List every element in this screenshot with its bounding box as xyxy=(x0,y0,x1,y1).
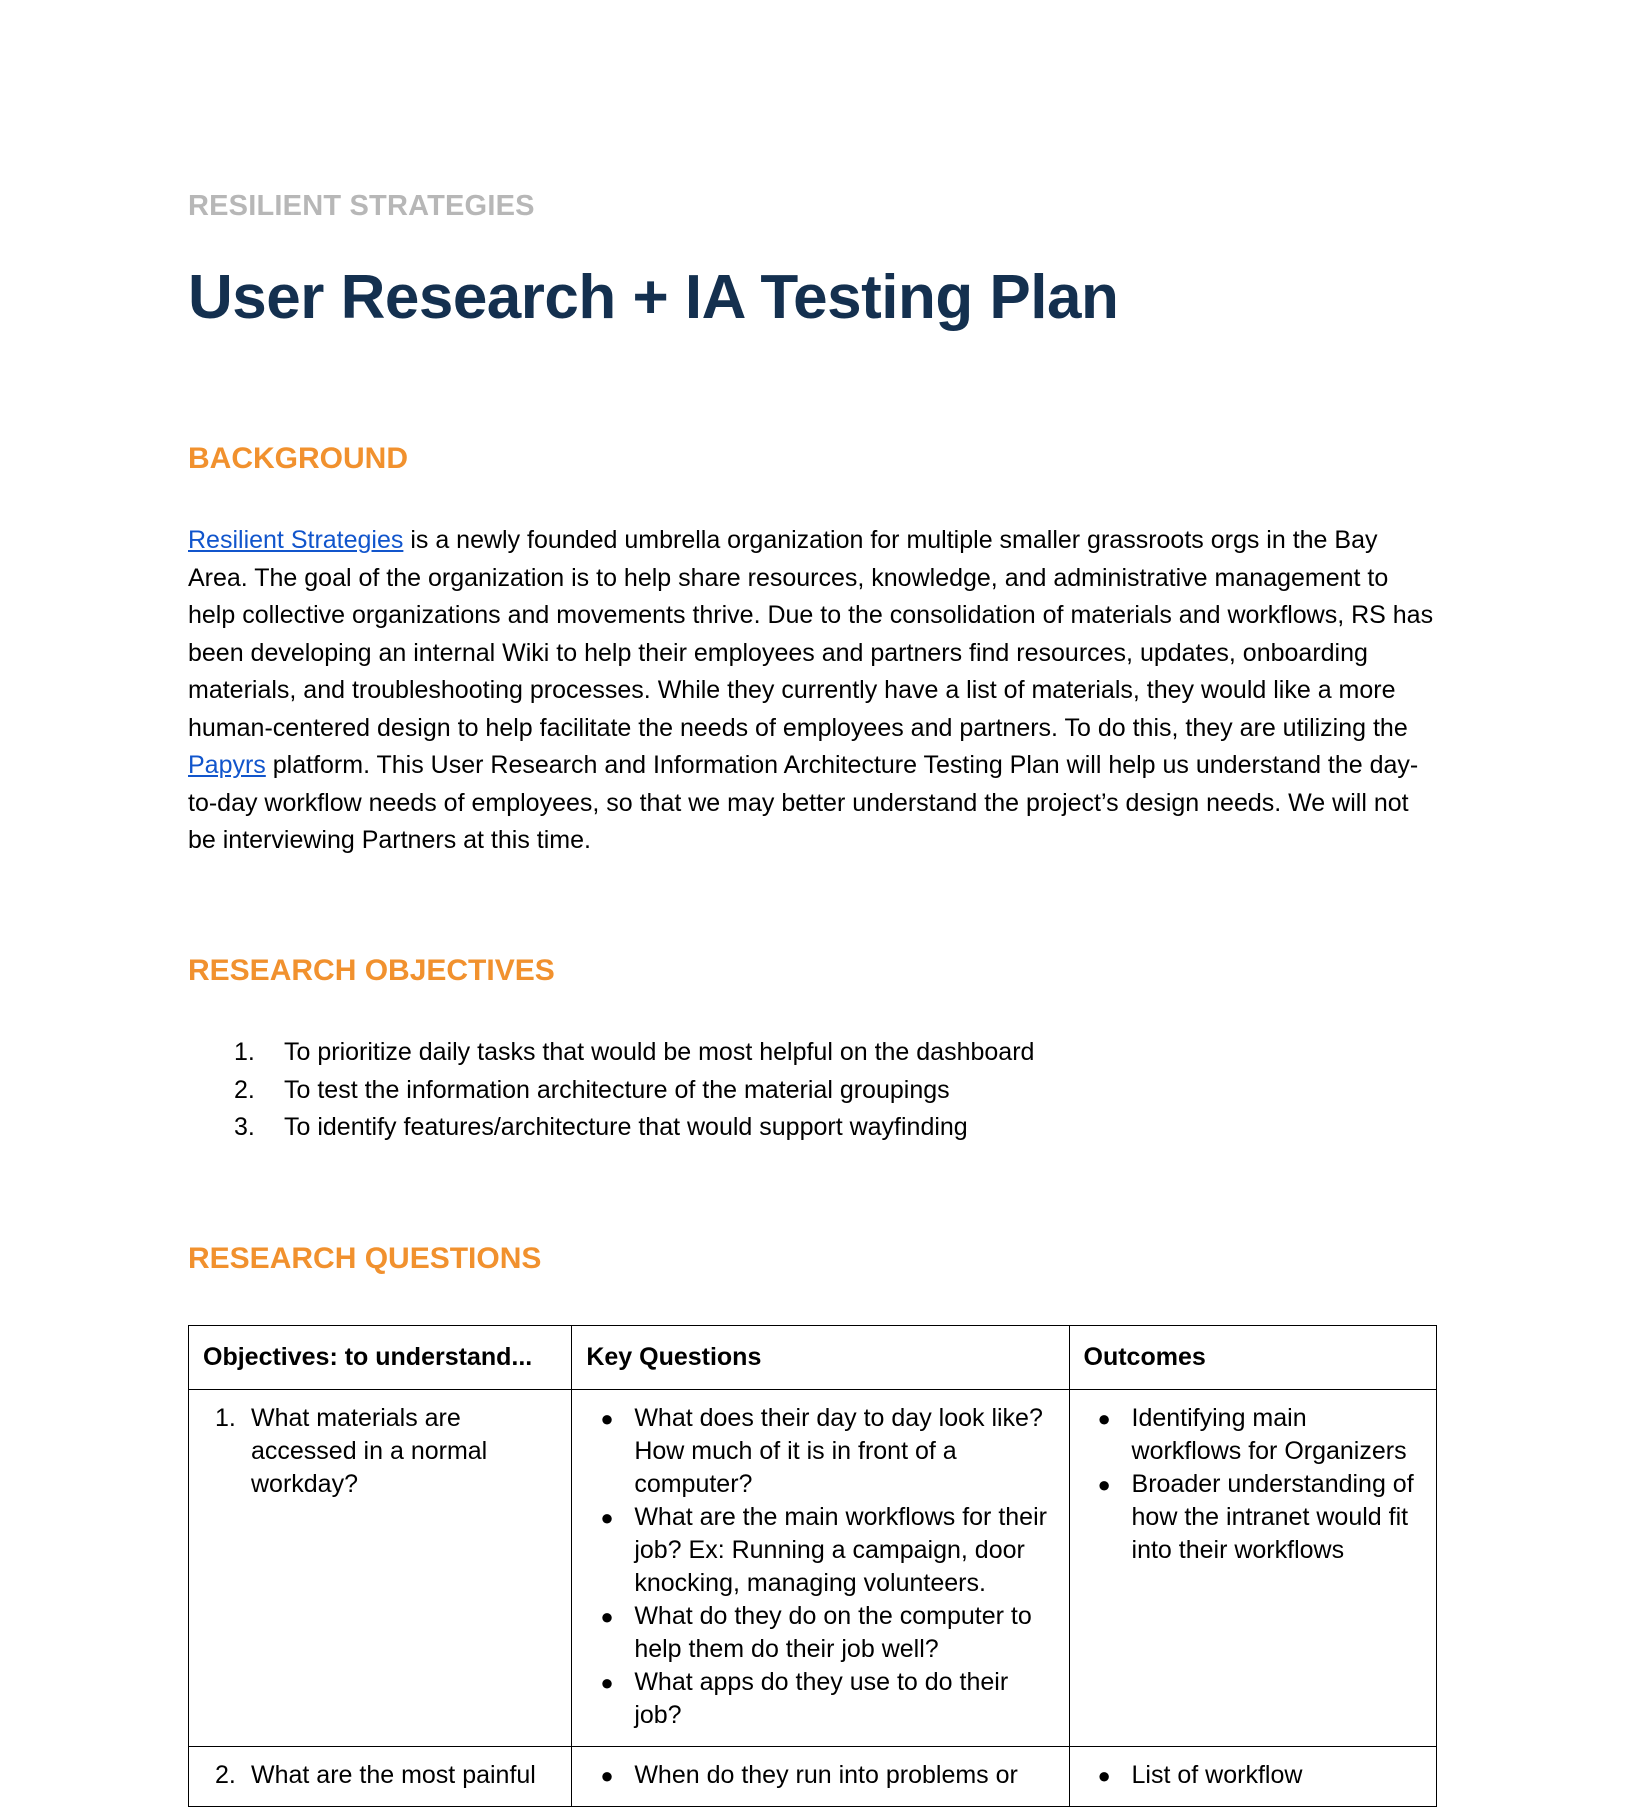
question-text: What apps do they use to do their job? xyxy=(634,1668,1009,1729)
list-item xyxy=(586,1666,1054,1732)
bullet-icon: ● xyxy=(600,1406,614,1431)
question-text: What are the main workflows for their job? Ex: Running a campaign, door knocking, managing volunteers. xyxy=(634,1503,1047,1597)
bullet-icon: ● xyxy=(1097,1472,1111,1497)
table-row xyxy=(189,1747,1437,1807)
list-number: 2. xyxy=(215,1761,236,1789)
list-number: 3. xyxy=(234,1113,255,1141)
column-header-key-questions: Key Questions xyxy=(572,1326,1069,1390)
list-item xyxy=(1084,1402,1422,1468)
key-questions-cell xyxy=(572,1390,1069,1747)
org-name: RESILIENT STRATEGIES xyxy=(188,190,535,222)
background-paragraph xyxy=(188,522,1438,860)
bullet-icon: ● xyxy=(1097,1763,1111,1788)
key-questions-cell xyxy=(572,1747,1069,1807)
list-item xyxy=(1084,1759,1422,1792)
background-heading: BACKGROUND xyxy=(188,442,408,475)
objective-list xyxy=(203,1759,557,1792)
background-text-part1: is a newly founded umbrella organization for multiple smaller grassroots orgs in the Bay Area. The goal of the organization is to help share resources, knowledge, and administrative management to help collective organizations and movements thrive. Due to the consolidation of materials and workflows, RS has been developing an internal Wiki to help their employees and partners find resources, updates, onboarding materials, and troubleshooting processes. While they currently have a list of materials, they would like a more human-centered design to help facilitate the needs of employees and partners. To do this, they are utilizing the xyxy=(188,526,1434,742)
column-header-outcomes: Outcomes xyxy=(1069,1326,1436,1390)
outcomes-list xyxy=(1084,1402,1422,1567)
question-text: What do they do on the computer to help them do their job well? xyxy=(634,1602,1032,1663)
resilient-strategies-link[interactable]: Resilient Strategies xyxy=(188,526,404,554)
list-text: To identify features/architecture that would support wayfinding xyxy=(284,1113,968,1141)
list-item xyxy=(586,1402,1054,1501)
page-title: User Research + IA Testing Plan xyxy=(188,263,1119,332)
key-questions-list xyxy=(586,1402,1054,1732)
objective-text: What are the most painful xyxy=(251,1761,536,1789)
list-item xyxy=(1084,1468,1422,1567)
list-item xyxy=(188,1109,1034,1147)
objective-text: What materials are accessed in a normal workday? xyxy=(251,1404,488,1498)
list-text: To test the information architecture of the material groupings xyxy=(284,1075,950,1104)
bullet-icon: ● xyxy=(600,1604,614,1629)
objective-list xyxy=(203,1402,557,1501)
background-text-part2: platform. This User Research and Information Architecture Testing Plan will help us understand the day-to-day workflow needs of employees, so that we may better understand the project’s design needs. We will not be interviewing Partners at this time. xyxy=(188,751,1419,854)
bullet-icon: ● xyxy=(1097,1406,1111,1431)
outcome-text: List of workflow xyxy=(1131,1761,1303,1789)
list-item xyxy=(586,1759,1054,1792)
objectives-heading: RESEARCH OBJECTIVES xyxy=(188,954,555,987)
questions-heading: RESEARCH QUESTIONS xyxy=(188,1242,542,1275)
table-row xyxy=(189,1390,1437,1747)
table-header-row xyxy=(189,1326,1437,1390)
list-number: 2. xyxy=(234,1075,255,1104)
papyrs-link[interactable]: Papyrs xyxy=(188,751,266,779)
list-item xyxy=(188,1034,1034,1072)
bullet-icon: ● xyxy=(600,1670,614,1695)
list-item xyxy=(586,1600,1054,1666)
list-text: To prioritize daily tasks that would be most helpful on the dashboard xyxy=(284,1038,1035,1066)
outcomes-list xyxy=(1084,1759,1422,1792)
list-item xyxy=(203,1759,557,1792)
list-item xyxy=(188,1072,1034,1110)
research-questions-table xyxy=(188,1325,1437,1807)
objective-cell xyxy=(189,1390,572,1747)
outcome-text: Broader understanding of how the intranet would fit into their workflows xyxy=(1131,1470,1414,1564)
question-text: When do they run into problems or xyxy=(634,1761,1018,1789)
key-questions-list xyxy=(586,1759,1054,1792)
outcomes-cell xyxy=(1069,1747,1436,1807)
question-text: What does their day to day look like? How much of it is in front of a computer? xyxy=(634,1404,1043,1498)
list-number: 1. xyxy=(234,1038,255,1066)
outcome-text: Identifying main workflows for Organizers xyxy=(1131,1404,1407,1465)
objectives-list xyxy=(188,1034,1034,1147)
bullet-icon: ● xyxy=(600,1505,614,1530)
list-number: 1. xyxy=(215,1404,236,1432)
bullet-icon: ● xyxy=(600,1763,614,1788)
outcomes-cell xyxy=(1069,1390,1436,1747)
objective-cell xyxy=(189,1747,572,1807)
list-item xyxy=(203,1402,557,1501)
column-header-objectives: Objectives: to understand... xyxy=(189,1326,572,1390)
list-item xyxy=(586,1501,1054,1600)
